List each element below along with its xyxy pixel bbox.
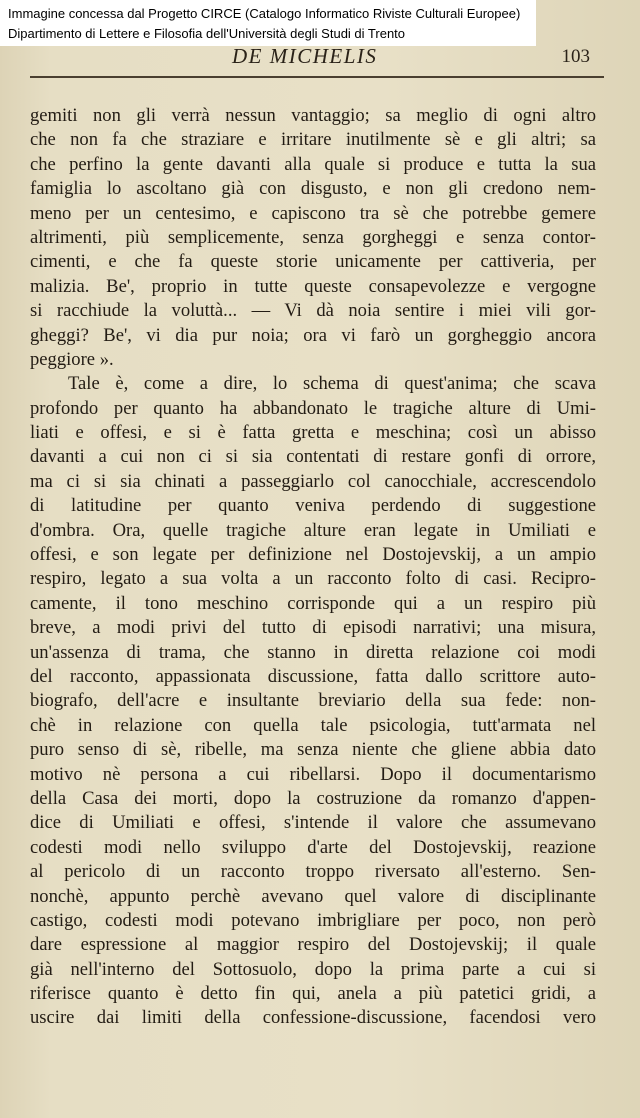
text-line: castigo, codesti modi potevano imbrigliare per poco, non però — [30, 909, 596, 931]
image-credit-banner — [0, 0, 536, 46]
text-line: che perfino la gente davanti alla quale si produce e tutta la sua — [30, 153, 596, 175]
text-line: che non fa che straziare e irritare inutilmente sè e gli altri; sa — [30, 129, 596, 151]
text-line: riferisce quanto è detto fin qui, anela a più patetici gridi, a — [30, 983, 596, 1005]
text-line: respiro, legato a sua volta a un racconto folto di casi. Recipro- — [30, 568, 596, 590]
text-line: della Casa dei morti, dopo la costruzione da romanzo d'appen- — [30, 787, 596, 809]
text-line: già nell'interno del Sottosuolo, dopo la prima parte a cui si — [30, 958, 596, 980]
text-line: dice di Umiliati e offesi, s'intende il valore che assumevano — [30, 812, 596, 834]
text-line: biografo, dell'acre e insultante breviario della sua fede: non- — [30, 690, 596, 712]
text-line: camente, il tono meschino corrisponde qui a un respiro più — [30, 592, 596, 614]
text-line: meno per un centesimo, e capiscono tra sè che potrebbe gemere — [30, 202, 596, 224]
text-line: al pericolo di un racconto troppo riversato all'esterno. Sen- — [30, 861, 596, 883]
text-line: profondo per quanto ha abbandonato le tragiche alture di Umi- — [30, 397, 596, 419]
text-line: gemiti non gli verrà nessun vantaggio; sa meglio di ogni altro — [30, 105, 596, 126]
text-line: ma ci si sia chinati a passeggiarlo col canocchiale, accrescendolo — [30, 470, 596, 492]
text-line: offesi, e son legate per definizione nel Dostojevskij, a un ampio — [30, 544, 596, 566]
text-line: liati e offesi, e si è fatta gretta e meschina; così un abisso — [30, 422, 596, 444]
text-line: uscire dai limiti della confessione-discussione, facendosi vero — [30, 1007, 596, 1029]
text-line: peggiore ». — [30, 348, 114, 370]
body-text — [30, 104, 596, 1031]
text-line: breve, a modi privi del tutto di episodi narrativi; una misura, — [30, 617, 596, 639]
text-line: chè in relazione con quella tale psicologia, tutt'armata nel — [30, 714, 596, 736]
credit-line-project: Immagine concessa dal Progetto CIRCE (Catalogo Informatico Riviste Culturali Europee) — [8, 6, 521, 21]
text-line: famiglia lo ascoltano già con disgusto, e non gli credono nem- — [30, 178, 596, 200]
text-line: gheggi? Be', vi dia pur noia; ora vi farò un gorgheggio ancora — [30, 324, 596, 346]
text-line: altrimenti, più semplicemente, senza gorgheggi e senza contor- — [30, 226, 596, 248]
text-line: malizia. Be', proprio in tutte queste consapevolezze e vergogne — [30, 275, 596, 297]
text-line: si racchiude la voluttà... — Vi dà noia sentire i miei vili gor- — [30, 300, 596, 322]
credit-line-department: Dipartimento di Lettere e Filosofia dell'Università degli Studi di Trento — [8, 26, 406, 41]
text-line: Tale è, come a dire, lo schema di quest'anima; che scava — [68, 373, 596, 395]
running-header — [0, 44, 640, 74]
text-line: un'assenza di trama, che stanno in diretta relazione coi modi — [30, 641, 596, 663]
running-title: DE MICHELIS — [232, 44, 378, 68]
page-number: 103 — [561, 46, 590, 67]
text-line: davanti a cui non ci si sia contentati di restare gonfi di orrore, — [30, 446, 596, 468]
text-line: cimenti, e che fa queste storie unicamente per cattiveria, per — [30, 251, 596, 273]
header-rule — [30, 76, 604, 78]
text-line: dare espressione al maggior respiro del Dostojevskij; il quale — [30, 934, 596, 956]
text-line: del racconto, appassionata discussione, fatta dallo scrittore auto- — [30, 665, 596, 687]
text-line: nonchè, appunto perchè avevano quel valore di disciplinante — [30, 885, 596, 907]
text-line: puro senso di sè, ribelle, ma senza niente che gliene abbia dato — [30, 739, 596, 761]
text-line: codesti modi nello sviluppo d'arte del Dostojevskij, reazione — [30, 836, 596, 858]
text-line: d'ombra. Ora, quelle tragiche alture eran legate in Umiliati e — [30, 519, 596, 541]
text-line: di latitudine per quanto veniva perdendo di suggestione — [30, 495, 596, 517]
text-line: motivo nè persona a cui ribellarsi. Dopo il documentarismo — [30, 763, 596, 785]
